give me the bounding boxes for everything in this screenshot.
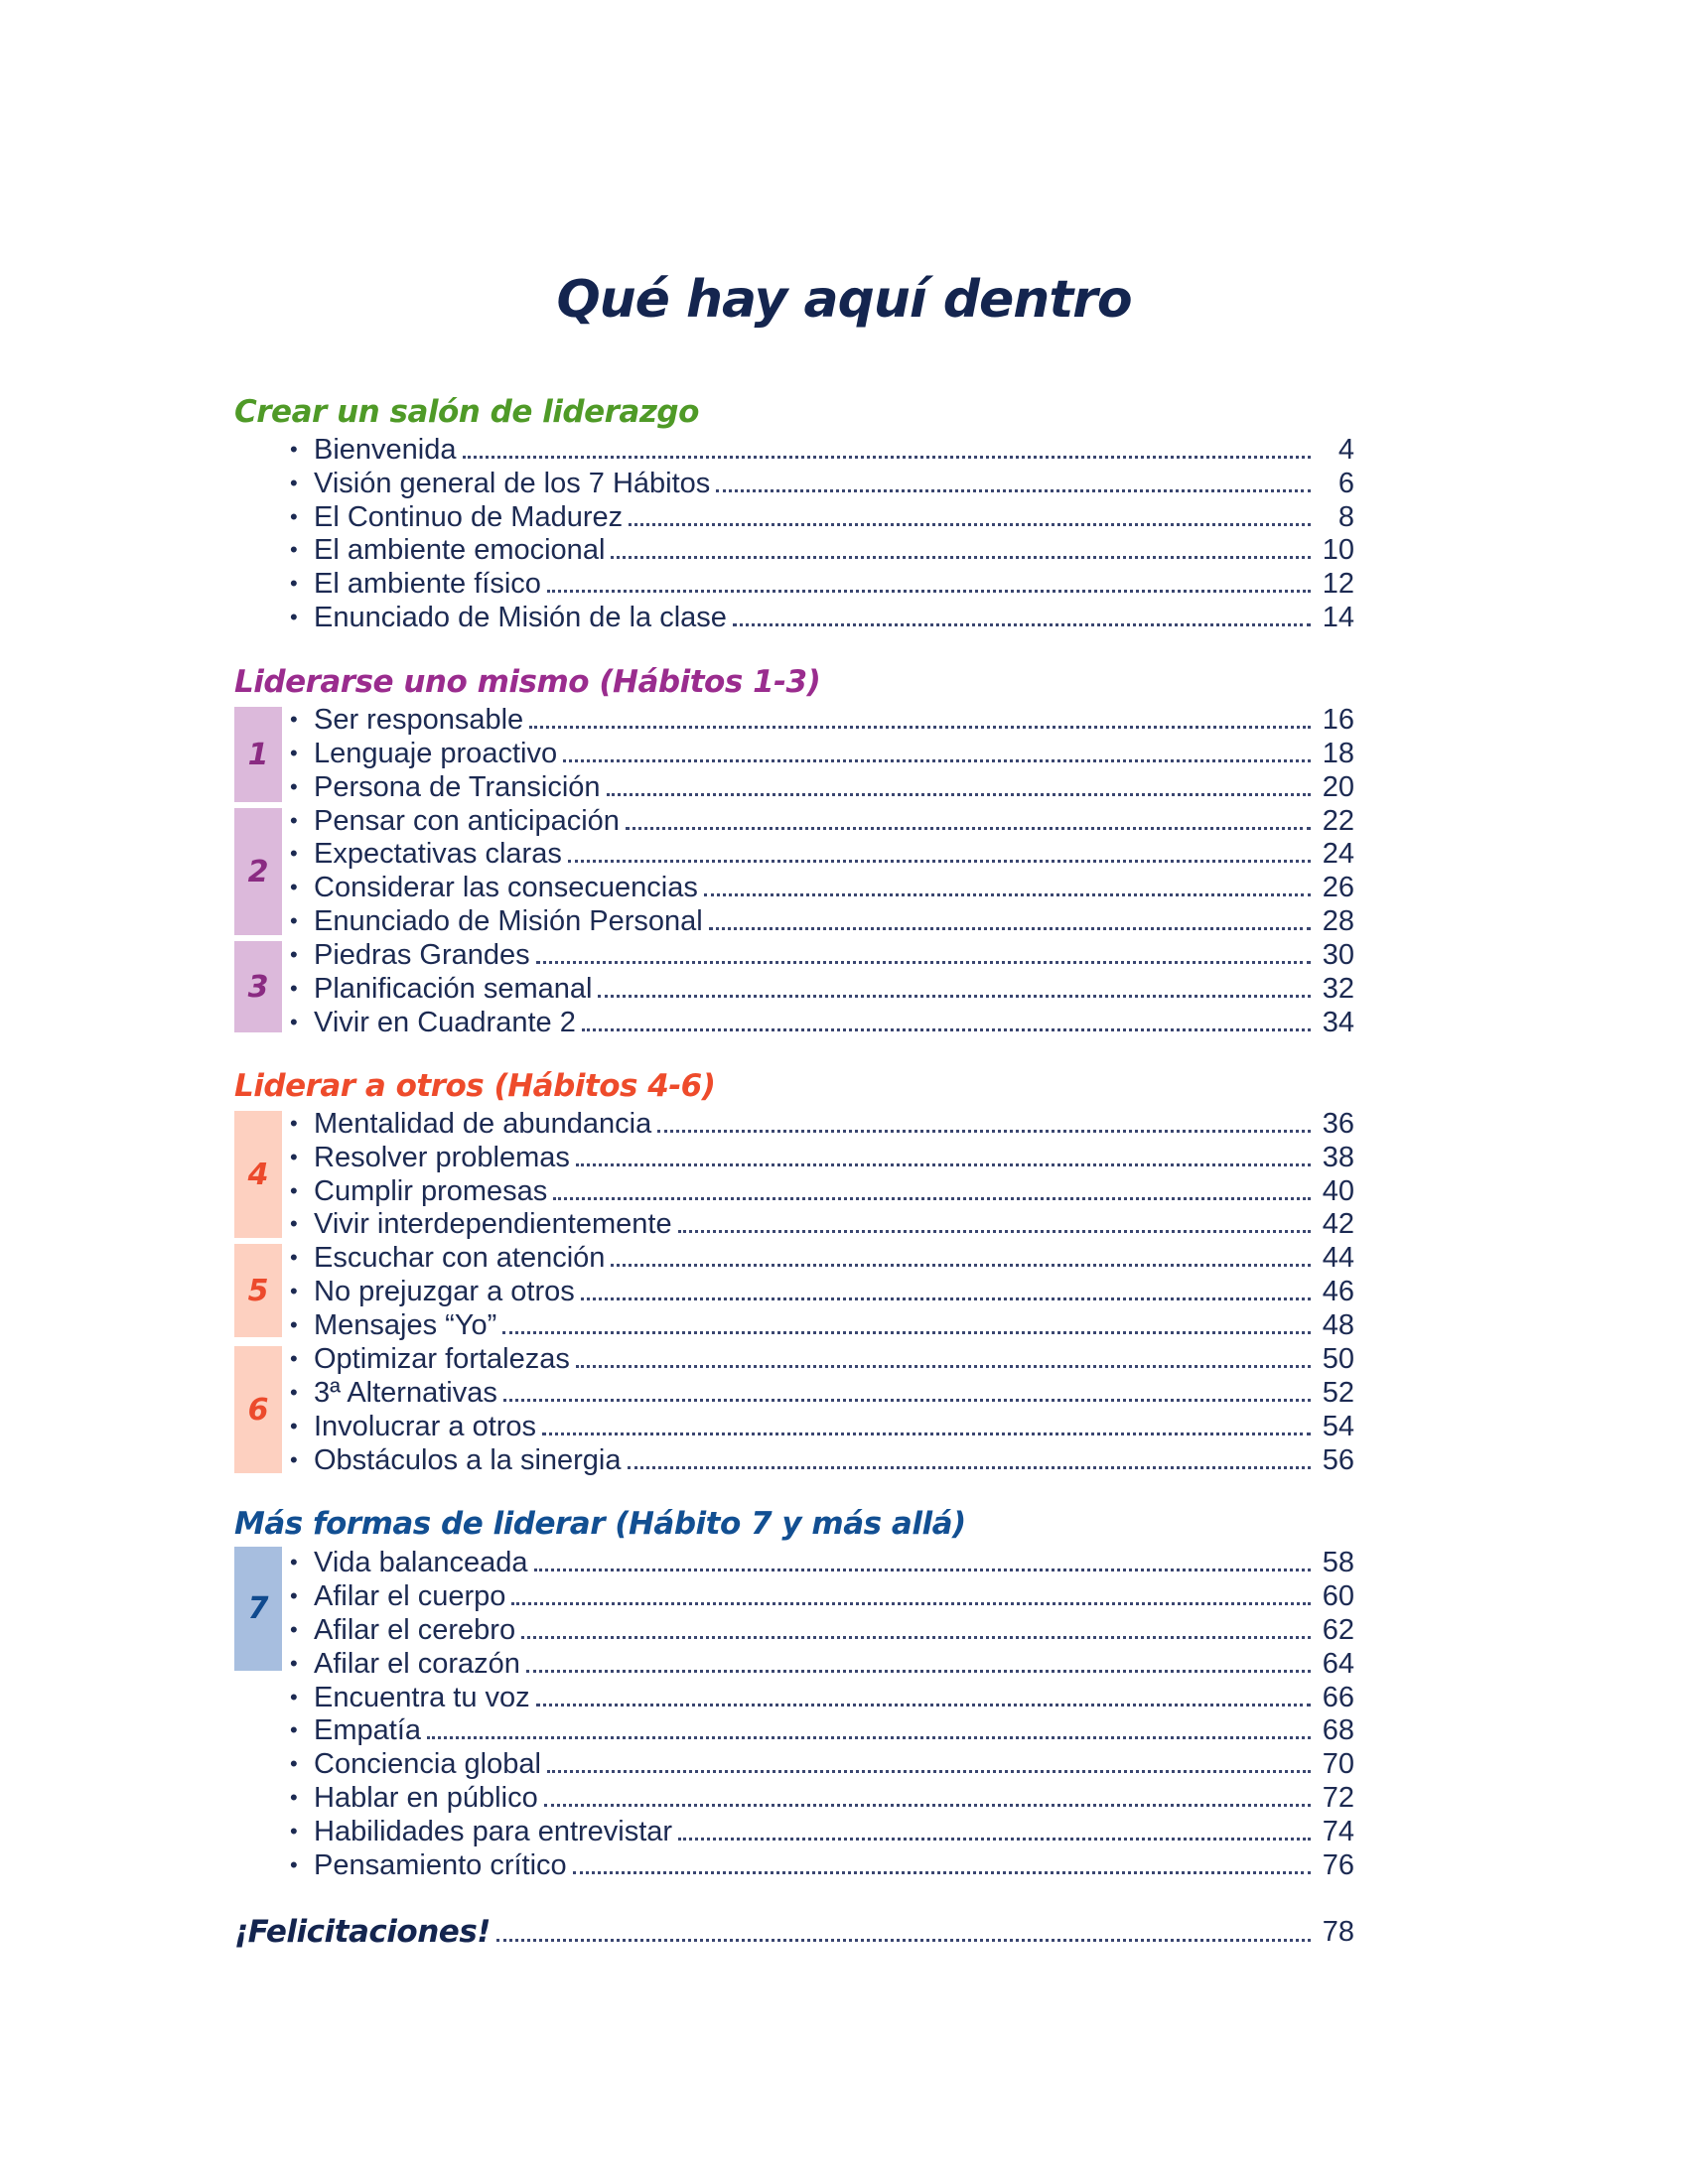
dot-leader [529, 726, 1311, 729]
page-number: 24 [1322, 838, 1354, 870]
page-number: 66 [1322, 1682, 1354, 1713]
page-number: 70 [1322, 1748, 1354, 1780]
habit-4-marker: 4 [234, 1111, 282, 1238]
dot-leader [526, 1670, 1311, 1673]
page-number: 72 [1322, 1782, 1354, 1814]
closing-label: ¡Felicitaciones! [234, 1914, 491, 1950]
toc-entry[interactable]: • Enunciado de Misión de la clase 14 [290, 602, 1354, 633]
page-number: 36 [1322, 1108, 1354, 1140]
dot-leader [503, 1399, 1311, 1402]
section-heading-crear-salon[interactable]: Crear un salón de liderazgo [234, 394, 699, 430]
dot-leader [629, 523, 1311, 526]
toc-entry[interactable]: • Obstáculos a la sinergia 56 [290, 1444, 1354, 1476]
dot-leader [534, 1569, 1311, 1571]
page-number: 56 [1322, 1444, 1354, 1476]
dot-leader [427, 1736, 1311, 1739]
dot-leader [568, 860, 1311, 863]
dot-leader [511, 1602, 1311, 1605]
page-number: 8 [1337, 501, 1354, 533]
dot-leader [542, 1433, 1311, 1435]
page-title: Qué hay aquí dentro [556, 270, 1132, 330]
toc-entry[interactable]: • No prejuzgar a otros 46 [290, 1276, 1354, 1307]
dot-leader [547, 590, 1311, 593]
page-number: 26 [1322, 872, 1354, 903]
page-number: 52 [1322, 1377, 1354, 1409]
page-number: 18 [1322, 738, 1354, 769]
page-number: 78 [1322, 1916, 1354, 1948]
dot-leader [573, 1871, 1311, 1874]
toc-entry[interactable]: • Habilidades para entrevistar 74 [290, 1816, 1354, 1847]
page-number: 28 [1322, 905, 1354, 937]
dot-leader [611, 1264, 1311, 1267]
toc-entry[interactable]: • Escuchar con atención 44 [290, 1242, 1354, 1274]
dot-leader [547, 1770, 1311, 1773]
toc-entry[interactable]: • Ser responsable 16 [290, 704, 1354, 736]
page-number: 76 [1322, 1849, 1354, 1881]
page-number: 48 [1322, 1309, 1354, 1341]
toc-entry[interactable]: • Afilar el cuerpo 60 [290, 1580, 1354, 1612]
page-number: 32 [1322, 973, 1354, 1005]
page-number: 50 [1322, 1343, 1354, 1375]
dot-leader [536, 1704, 1311, 1706]
closing-entry[interactable] [234, 1912, 1354, 1952]
dot-leader [598, 995, 1311, 998]
toc-entry[interactable]: • Enunciado de Misión Personal 28 [290, 905, 1354, 937]
toc-entry[interactable]: • Encuentra tu voz 66 [290, 1682, 1354, 1713]
toc-entry[interactable]: • Conciencia global 70 [290, 1748, 1354, 1780]
toc-entry[interactable]: • Piedras Grandes 30 [290, 939, 1354, 971]
page-number: 34 [1322, 1007, 1354, 1038]
habit-5-marker: 5 [234, 1244, 282, 1337]
toc-entry[interactable]: • Afilar el corazón 64 [290, 1648, 1354, 1680]
page-number: 46 [1322, 1276, 1354, 1307]
dot-leader [678, 1838, 1311, 1841]
dot-leader [581, 1297, 1311, 1300]
toc-entry[interactable]: • El ambiente físico 12 [290, 568, 1354, 600]
dot-leader [463, 456, 1312, 459]
page-number: 20 [1322, 771, 1354, 803]
toc-entry[interactable]: • Persona de Transición 20 [290, 771, 1354, 803]
toc-entry[interactable]: • Pensar con anticipación 22 [290, 805, 1354, 837]
dot-leader [733, 623, 1311, 626]
habit-7-marker: 7 [234, 1547, 282, 1671]
page-number: 60 [1322, 1580, 1354, 1612]
page-number: 62 [1322, 1614, 1354, 1646]
toc-entry[interactable]: • El Continuo de Madurez 8 [290, 501, 1354, 533]
toc-entry[interactable]: • 3ª Alternativas 52 [290, 1377, 1354, 1409]
page-number: 64 [1322, 1648, 1354, 1680]
toc-entry[interactable]: • Pensamiento crítico 76 [290, 1849, 1354, 1881]
toc-entry[interactable]: • Vida balanceada 58 [290, 1547, 1354, 1578]
section-heading-liderar-a-otros[interactable]: Liderar a otros (Hábitos 4-6) [234, 1068, 716, 1104]
dot-leader [553, 1197, 1311, 1200]
dot-leader [628, 1466, 1312, 1469]
toc-entry[interactable]: • Bienvenida 4 [290, 434, 1354, 466]
dot-leader [709, 927, 1311, 930]
dot-leader [582, 1028, 1311, 1031]
page-number: 40 [1322, 1175, 1354, 1207]
habit-3-marker: 3 [234, 941, 282, 1032]
page-number: 10 [1322, 534, 1354, 566]
habit-2-marker: 2 [234, 808, 282, 935]
toc-entry[interactable]: • Vivir en Cuadrante 2 34 [290, 1007, 1354, 1038]
page-number: 14 [1322, 602, 1354, 633]
dot-leader [563, 759, 1311, 762]
page-number: 42 [1322, 1208, 1354, 1240]
section-heading-liderarse-uno-mismo[interactable]: Liderarse uno mismo (Hábitos 1-3) [234, 664, 821, 700]
dot-leader [678, 1230, 1311, 1233]
dot-leader [657, 1130, 1311, 1133]
dot-leader [611, 556, 1311, 559]
page-number: 58 [1322, 1547, 1354, 1578]
toc-entry[interactable]: • Mentalidad de abundancia 36 [290, 1108, 1354, 1140]
toc-entry[interactable]: • Empatía 68 [290, 1714, 1354, 1746]
toc-entry[interactable]: • Afilar el cerebro 62 [290, 1614, 1354, 1646]
dot-leader [536, 961, 1311, 964]
dot-leader [544, 1804, 1311, 1807]
page-number: 54 [1322, 1411, 1354, 1442]
dot-leader [607, 793, 1311, 796]
dot-leader [502, 1331, 1311, 1334]
toc-entry[interactable]: • Mensajes “Yo” 48 [290, 1309, 1354, 1341]
page-number: 12 [1322, 568, 1354, 600]
page-number: 22 [1322, 805, 1354, 837]
toc-entry[interactable]: • El ambiente emocional 10 [290, 534, 1354, 566]
toc-entry[interactable]: • Hablar en público 72 [290, 1782, 1354, 1814]
dot-leader [716, 489, 1311, 492]
page-number: 6 [1337, 468, 1354, 499]
page-number: 38 [1322, 1142, 1354, 1173]
page-number: 44 [1322, 1242, 1354, 1274]
dot-leader [521, 1636, 1311, 1639]
toc-entry[interactable]: • Expectativas claras 24 [290, 838, 1354, 870]
page-number: 4 [1337, 434, 1354, 466]
toc-entry[interactable]: • Visión general de los 7 Hábitos 6 [290, 468, 1354, 499]
section-heading-mas-formas-de-liderar[interactable]: Más formas de liderar (Hábito 7 y más allá) [234, 1506, 966, 1542]
page-number: 16 [1322, 704, 1354, 736]
page-number: 74 [1322, 1816, 1354, 1847]
dot-leader [496, 1939, 1311, 1942]
dot-leader [626, 827, 1311, 830]
page-number: 30 [1322, 939, 1354, 971]
page-number: 68 [1322, 1714, 1354, 1746]
dot-leader [576, 1365, 1311, 1368]
dot-leader [704, 893, 1311, 896]
habit-6-marker: 6 [234, 1346, 282, 1473]
toc-entry[interactable]: • Considerar las consecuencias 26 [290, 872, 1354, 903]
toc-entry[interactable]: • Planificación semanal 32 [290, 973, 1354, 1005]
toc-entry[interactable]: • Involucrar a otros 54 [290, 1411, 1354, 1442]
dot-leader [576, 1163, 1311, 1166]
toc-entry[interactable]: • Resolver problemas 38 [290, 1142, 1354, 1173]
toc-entry[interactable]: • Lenguaje proactivo 18 [290, 738, 1354, 769]
toc-entry[interactable]: • Optimizar fortalezas 50 [290, 1343, 1354, 1375]
toc-entry[interactable]: • Vivir interdependientemente 42 [290, 1208, 1354, 1240]
toc-entry[interactable]: • Cumplir promesas 40 [290, 1175, 1354, 1207]
habit-1-marker: 1 [234, 707, 282, 802]
